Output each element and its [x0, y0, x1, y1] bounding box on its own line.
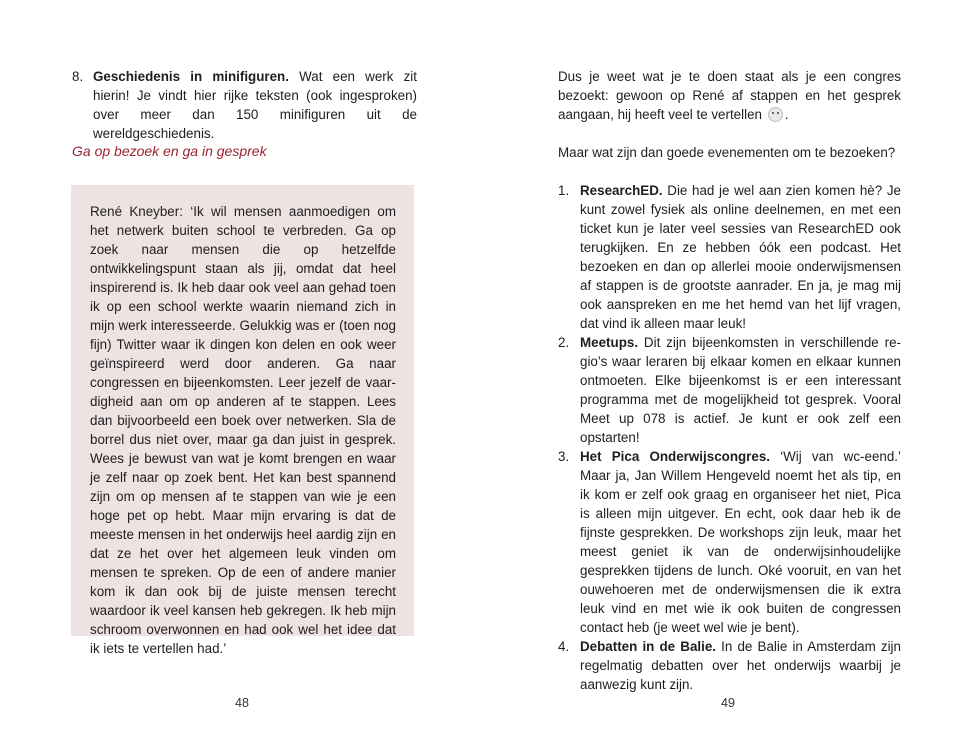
- list-item-text: Die had je wel aan zien komen hè? Je kunt zowel fysiek als online deelnemen, en met een ticket kun je later veel sessies van ResearchED ook terugkijken. En ze hebben óók een podcast. Het bezoeken en dan op allerlei mooie onderwijsmensen af stappen is de grootste aanrader. En ja, je mag mij ook aanspreken en me het hemd van het lijf vragen, dat vind ik alleen maar leuk!: [580, 183, 901, 331]
- intro-end: .: [784, 107, 789, 122]
- list-item-title: Geschiedenis in minifiguren.: [93, 69, 289, 84]
- list-item-text: In de Balie in Amsterdam zijn regelmatig debatten over het onderwijs waarbij je aanwezig kunt zijn.: [580, 639, 901, 692]
- list-item: [558, 333, 901, 447]
- right-page: [486, 0, 972, 756]
- quote-text: René Kneyber: ‘Ik wil mensen aanmoedigen om het netwerk buiten school te verbreden. Ga op zoek naar mensen die op hetzelfde ontwikkelingspunt staan als jij, omdat dat heel inspirerend is. Ik heb daar ook veel aan gehad toen ik op een school werkte waarin niemand zich in mijn werk interesseerde. Gelukkig was er (toen nog fijn) Twitter waar ik dingen kon delen en ook weer geïnspireerd werd door anderen. Ga naar congressen en bijeenkomsten. Leer jezelf de vaardigheid aan om op anderen af te stappen. Lees dan bijvoorbeeld een boek over netwerken. Sla de borrel dus niet over, maar ga dan juist in gesprek. Wees je bewust van wat je komt brengen en waar je zelf naar op zoek bent. Het kan best spannend zijn om op mensen af te stappen van wie je een hoge pet op hebt. Maar mijn ervaring is dat de meeste mensen in het onderwijs heel aardig zijn en dat ze het over het algemeen leuk vinden om mensen te spreken. Op de een of andere manier kom ik dan ook bij de juiste mensen terecht waardoor ik veel kansen heb gekregen. Ik heb mijn schroom overwonnen en had ook wel het idee dat ik iets te vertellen had.’: [90, 204, 396, 656]
- list-item-text: ‘Wij van wc-eend.’ Maar ja, Jan Willem Hengeveld noemt het als tip, en ik kom er zelf ook graag en organiseer het niet, Pica is alleen mijn uitgever. En echt, ook daar heb ik de fijnste gesprekken. De workshops zijn leuk, maar het meest geniet ik van de onderwijsinhoudelijke gesprekken tijdens de lunch. Oké vooruit, en van het ouwehoeren met de onderwijsmensen die ik extra leuk vind en met wie ik ook buiten de congressen contact heb (je weet wel wie je bent).: [580, 449, 901, 635]
- intro-text: Dus je weet wat je te doen staat als je een congres bezoekt: gewoon op René af stappen en het gesprek aangaan, hij heeft veel te vertellen: [558, 69, 901, 122]
- quote-box: [71, 185, 414, 656]
- list-item-text: Dit zijn bijeenkomsten in verschillende regio’s waar leraren bij elkaar komen en elkaar kunnen ontmoeten. Elke bijeenkomst is er een interessant programma met de mogelijkheid tot gesprek. Vooral Meet up 078 is actief. Je kunt er ook zelf een opstarten!: [580, 335, 901, 445]
- list-item: [558, 637, 901, 694]
- list-item-title: Debatten in de Balie.: [580, 639, 716, 654]
- list-item-title: ResearchED.: [580, 183, 663, 198]
- list-item-title: Het Pica Onderwijscongres.: [580, 449, 771, 464]
- list-number: 2.: [558, 335, 570, 350]
- list-item: [558, 181, 901, 333]
- page-number: 48: [235, 696, 249, 710]
- page-number: 49: [721, 696, 735, 710]
- intro-paragraph: [558, 67, 901, 124]
- list-number: 8.: [72, 69, 84, 84]
- event-list: [558, 181, 901, 694]
- list-item: [558, 447, 901, 637]
- list-number: 4.: [558, 639, 570, 654]
- smiley-icon: [768, 107, 783, 122]
- section-heading: Ga op bezoek en ga in gesprek: [72, 143, 267, 159]
- question-paragraph: Maar wat zijn dan goede evenementen om te bezoeken?: [558, 145, 896, 160]
- list-number: 3.: [558, 449, 570, 464]
- list-item-title: Meetups.: [580, 335, 639, 350]
- list-item-8: [72, 67, 417, 143]
- list-item-text: Wat een werk zit hierin! Je vindt hier rijke teksten (ook ingesproken) over meer dan 150 minifiguren uit de wereldgeschiedenis.: [93, 69, 417, 141]
- list-number: 1.: [558, 183, 570, 198]
- list-item-body: [93, 67, 417, 143]
